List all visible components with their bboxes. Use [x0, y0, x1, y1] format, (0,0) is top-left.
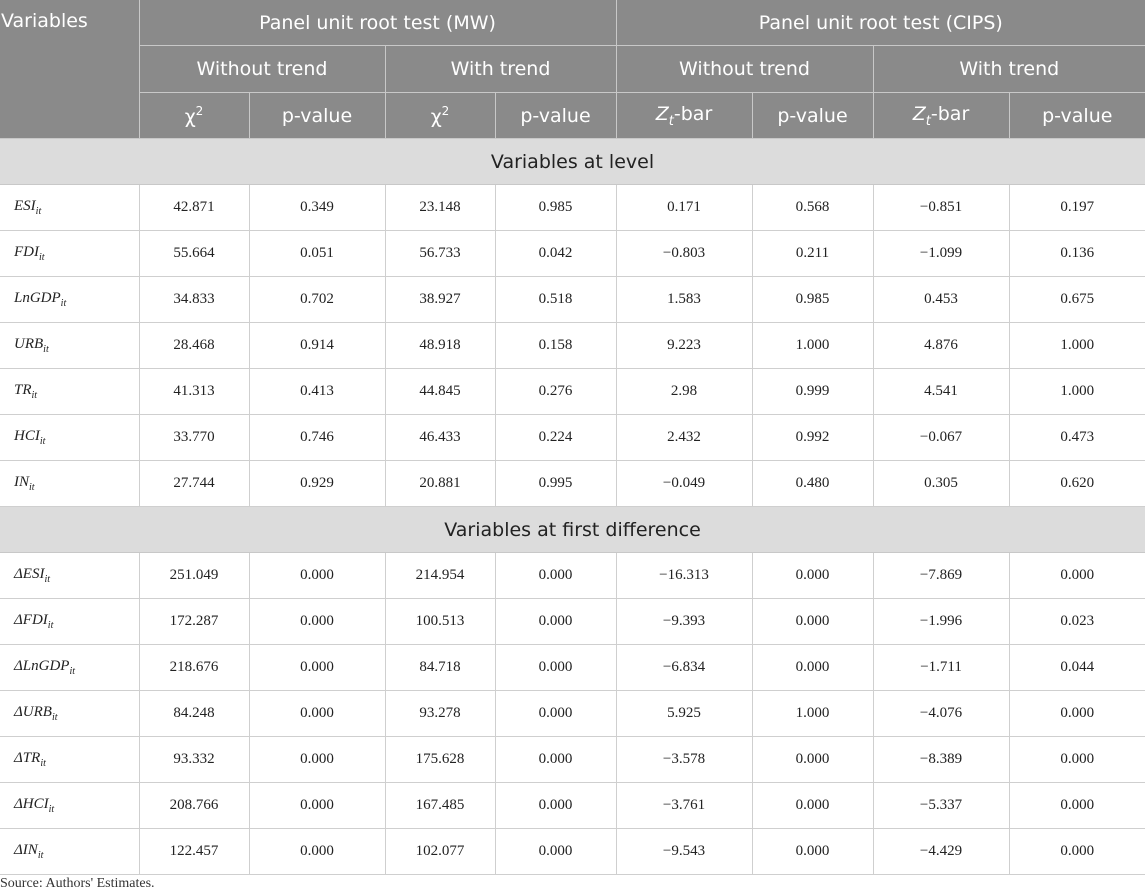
table-row [0, 369, 1145, 415]
value-cell: 0.929 [249, 461, 385, 507]
value-cell: 0.675 [1009, 277, 1145, 323]
value-cell: 0.992 [752, 415, 873, 461]
zt-bar-header: $Z_t$-bar [616, 93, 752, 139]
value-cell: 44.845 [385, 369, 495, 415]
mw-header: Panel unit root test (MW) [139, 0, 616, 46]
value-cell: 0.023 [1009, 599, 1145, 645]
cips-header: Panel unit root test (CIPS) [616, 0, 1145, 46]
value-cell: −8.389 [873, 737, 1009, 783]
value-cell: −0.803 [616, 231, 752, 277]
value-cell: 122.457 [139, 829, 249, 875]
value-cell: 84.718 [385, 645, 495, 691]
variable-cell: $IN_{it}$ [0, 461, 139, 507]
value-cell: 0.000 [752, 553, 873, 599]
variable-cell: LnGDP$_{it}$ [0, 277, 139, 323]
table-row [0, 461, 1145, 507]
variable-cell: $TR_{it}$ [0, 369, 139, 415]
value-cell: 0.914 [249, 323, 385, 369]
value-cell: −1.099 [873, 231, 1009, 277]
value-cell: 1.000 [752, 323, 873, 369]
value-cell: 42.871 [139, 185, 249, 231]
value-cell: 0.000 [752, 737, 873, 783]
value-cell: −4.076 [873, 691, 1009, 737]
variable-cell: ΔLnGDP$_{it}$ [0, 645, 139, 691]
value-cell: 1.000 [752, 691, 873, 737]
value-cell: 0.995 [495, 461, 616, 507]
cips-without-trend-header: Without trend [616, 46, 873, 93]
value-cell: 0.702 [249, 277, 385, 323]
value-cell: 0.999 [752, 369, 873, 415]
value-cell: 0.473 [1009, 415, 1145, 461]
value-cell: 172.287 [139, 599, 249, 645]
table-row [0, 323, 1145, 369]
table-row [0, 185, 1145, 231]
value-cell: 0.746 [249, 415, 385, 461]
value-cell: 0.042 [495, 231, 616, 277]
chi-square-header: $\chi^2$ [139, 93, 249, 139]
table-row [0, 277, 1145, 323]
table-row [0, 783, 1145, 829]
value-cell: 0.000 [249, 737, 385, 783]
table-row [0, 553, 1145, 599]
value-cell: −3.578 [616, 737, 752, 783]
value-cell: 0.305 [873, 461, 1009, 507]
cips-with-trend-header: With trend [873, 46, 1145, 93]
table-row [0, 599, 1145, 645]
value-cell: 84.248 [139, 691, 249, 737]
value-cell: 214.954 [385, 553, 495, 599]
value-cell: 0.000 [249, 645, 385, 691]
variables-header: Variables [0, 0, 139, 139]
table-row [0, 737, 1145, 783]
value-cell: 0.000 [495, 553, 616, 599]
value-cell: 56.733 [385, 231, 495, 277]
value-cell: 218.676 [139, 645, 249, 691]
variable-cell: $\Delta TR_{it}$ [0, 737, 139, 783]
variable-cell: $URB_{it}$ [0, 323, 139, 369]
value-cell: 0.000 [752, 829, 873, 875]
value-cell: 251.049 [139, 553, 249, 599]
value-cell: 0.000 [752, 645, 873, 691]
table-row [0, 645, 1145, 691]
value-cell: 28.468 [139, 323, 249, 369]
value-cell: 0.000 [495, 645, 616, 691]
table-row [0, 415, 1145, 461]
value-cell: 0.000 [1009, 553, 1145, 599]
p-value-header: p-value [1009, 93, 1145, 139]
value-cell: −1.996 [873, 599, 1009, 645]
value-cell: −9.393 [616, 599, 752, 645]
value-cell: 34.833 [139, 277, 249, 323]
chi-square-header: $\chi^2$ [385, 93, 495, 139]
value-cell: 0.158 [495, 323, 616, 369]
value-cell: 167.485 [385, 783, 495, 829]
value-cell: 1.000 [1009, 369, 1145, 415]
value-cell: 0.000 [1009, 737, 1145, 783]
variable-cell: $HCI_{it}$ [0, 415, 139, 461]
value-cell: 1.583 [616, 277, 752, 323]
value-cell: 0.211 [752, 231, 873, 277]
p-value-header: p-value [249, 93, 385, 139]
value-cell: 27.744 [139, 461, 249, 507]
value-cell: 0.985 [495, 185, 616, 231]
value-cell: 4.876 [873, 323, 1009, 369]
value-cell: 102.077 [385, 829, 495, 875]
value-cell: −6.834 [616, 645, 752, 691]
p-value-header: p-value [752, 93, 873, 139]
value-cell: 0.000 [1009, 829, 1145, 875]
value-cell: −3.761 [616, 783, 752, 829]
value-cell: 0.000 [249, 691, 385, 737]
variable-cell: $\Delta ESI_{it}$ [0, 553, 139, 599]
value-cell: 5.925 [616, 691, 752, 737]
variable-cell: $\Delta FDI_{it}$ [0, 599, 139, 645]
value-cell: 2.98 [616, 369, 752, 415]
zt-bar-header: $Z_t$-bar [873, 93, 1009, 139]
value-cell: 0.000 [249, 783, 385, 829]
value-cell: 0.171 [616, 185, 752, 231]
value-cell: 46.433 [385, 415, 495, 461]
value-cell: 0.197 [1009, 185, 1145, 231]
value-cell: 0.000 [495, 737, 616, 783]
value-cell: 0.000 [752, 783, 873, 829]
value-cell: 33.770 [139, 415, 249, 461]
table-row [0, 829, 1145, 875]
value-cell: 208.766 [139, 783, 249, 829]
value-cell: 20.881 [385, 461, 495, 507]
value-cell: 55.664 [139, 231, 249, 277]
value-cell: 0.453 [873, 277, 1009, 323]
value-cell: −4.429 [873, 829, 1009, 875]
value-cell: 0.000 [495, 783, 616, 829]
value-cell: 41.313 [139, 369, 249, 415]
value-cell: 0.224 [495, 415, 616, 461]
value-cell: 0.568 [752, 185, 873, 231]
value-cell: 93.278 [385, 691, 495, 737]
mw-with-trend-header: With trend [385, 46, 616, 93]
source-note: Source: Authors' Estimates. [0, 876, 155, 891]
value-cell: 175.628 [385, 737, 495, 783]
p-value-header: p-value [495, 93, 616, 139]
value-cell: −16.313 [616, 553, 752, 599]
value-cell: −7.869 [873, 553, 1009, 599]
value-cell: 38.927 [385, 277, 495, 323]
section-level: Variables at level [0, 139, 1145, 185]
value-cell: 23.148 [385, 185, 495, 231]
value-cell: 0.136 [1009, 231, 1145, 277]
value-cell: −9.543 [616, 829, 752, 875]
value-cell: −0.067 [873, 415, 1009, 461]
value-cell: 0.000 [249, 829, 385, 875]
value-cell: 0.000 [495, 691, 616, 737]
variable-cell: $\Delta HCI_{it}$ [0, 783, 139, 829]
value-cell: 0.051 [249, 231, 385, 277]
value-cell: 0.000 [495, 599, 616, 645]
variable-cell: $\Delta URB_{it}$ [0, 691, 139, 737]
value-cell: 0.413 [249, 369, 385, 415]
variable-cell: $FDI_{it}$ [0, 231, 139, 277]
value-cell: 0.044 [1009, 645, 1145, 691]
value-cell: 9.223 [616, 323, 752, 369]
value-cell: 100.513 [385, 599, 495, 645]
value-cell: −0.851 [873, 185, 1009, 231]
value-cell: 1.000 [1009, 323, 1145, 369]
table-row [0, 691, 1145, 737]
table-row [0, 231, 1145, 277]
value-cell: 4.541 [873, 369, 1009, 415]
value-cell: 0.349 [249, 185, 385, 231]
value-cell: 48.918 [385, 323, 495, 369]
value-cell: −1.711 [873, 645, 1009, 691]
value-cell: 0.000 [752, 599, 873, 645]
variable-cell: $ESI_{it}$ [0, 185, 139, 231]
value-cell: 0.480 [752, 461, 873, 507]
value-cell: 0.276 [495, 369, 616, 415]
value-cell: 0.000 [1009, 691, 1145, 737]
value-cell: 93.332 [139, 737, 249, 783]
variable-cell: $\Delta IN_{it}$ [0, 829, 139, 875]
value-cell: 2.432 [616, 415, 752, 461]
value-cell: 0.000 [1009, 783, 1145, 829]
value-cell: 0.000 [495, 829, 616, 875]
value-cell: 0.000 [249, 553, 385, 599]
value-cell: 0.620 [1009, 461, 1145, 507]
value-cell: 0.518 [495, 277, 616, 323]
value-cell: 0.000 [249, 599, 385, 645]
value-cell: −5.337 [873, 783, 1009, 829]
value-cell: −0.049 [616, 461, 752, 507]
value-cell: 0.985 [752, 277, 873, 323]
mw-without-trend-header: Without trend [139, 46, 385, 93]
section-first-difference: Variables at first difference [0, 507, 1145, 553]
